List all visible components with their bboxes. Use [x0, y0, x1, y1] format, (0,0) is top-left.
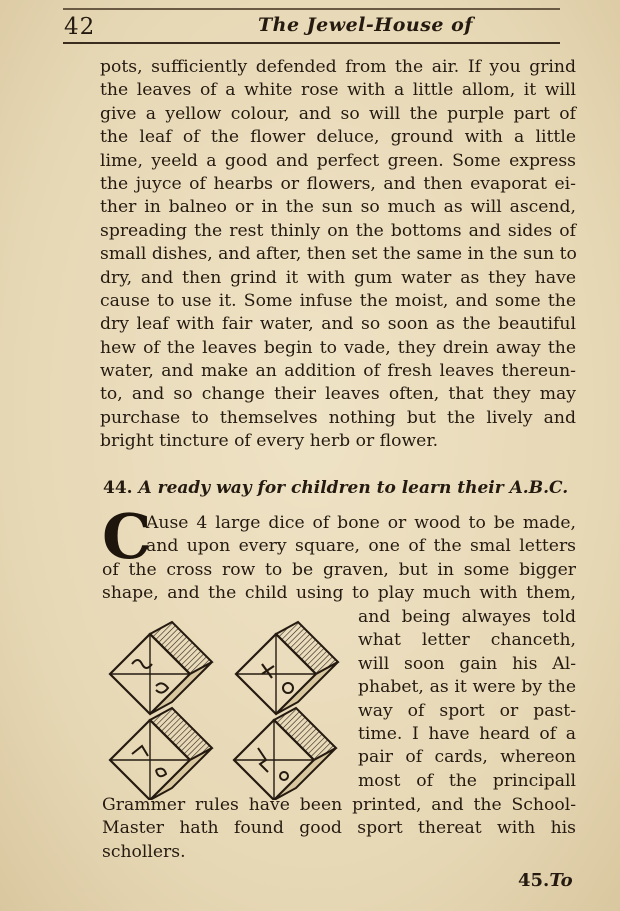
text-line: bright tincture of every herb or flower.: [100, 431, 439, 452]
die-top-left: [110, 622, 212, 714]
text-line: Grammer rules have been printed, and the School-: [102, 795, 576, 815]
catchword-number: 45.: [518, 870, 550, 891]
text-line: will soon gain his Al-: [358, 653, 576, 674]
text-line: what letter chanceth,: [358, 630, 576, 651]
text-line: purchase to themselves nothing but the lively and: [100, 407, 576, 428]
text-line: the juyce of hearbs or flowers, and then evaporat ei-: [100, 173, 576, 194]
text-line: dry, and then grind it with gum water as they have: [100, 267, 576, 288]
running-title: The Jewel-House of: [258, 14, 473, 36]
closing-lines: [102, 794, 576, 864]
text-line: hew of the leaves begin to vade, they drein away the: [100, 337, 576, 358]
section-number: 44.: [103, 478, 133, 498]
header-rule: [63, 42, 560, 44]
dice-illustration: [104, 612, 354, 800]
section-title: A ready way for children to learn their A.B.C.: [138, 478, 569, 498]
text-line: Master hath found good sport thereat with his: [102, 818, 576, 839]
text-line: most of the principall: [358, 770, 576, 791]
text-line: of the cross row to be graven, but in some bigger: [102, 559, 576, 580]
catchword: [518, 870, 573, 891]
text-line: schollers.: [102, 841, 186, 862]
text-line: to, and so change their leaves often, that they may: [100, 384, 576, 405]
die-bottom-left: [110, 708, 212, 800]
text-line: shape, and the child using to play much with them,: [102, 583, 576, 604]
die-top-right: [236, 622, 338, 714]
text-line: and upon every square, one of the smal letters: [146, 536, 576, 557]
text-line: the leaves of a white rose with a little allom, it will: [100, 80, 576, 101]
text-line: the leaf of the flower deluce, ground with a little: [100, 127, 576, 148]
text-line: lime, yeeld a good and perfect green. Some express: [100, 150, 576, 171]
text-line: cause to use it. Some infuse the moist, and some the: [100, 290, 576, 311]
body-paragraph: [100, 56, 576, 454]
text-line: and being alwayes told: [358, 607, 576, 627]
section-opening-lines: [102, 512, 576, 606]
wrapped-text: [358, 606, 576, 793]
text-line: Ause 4 large dice of bone or wood to be made,: [146, 513, 576, 533]
text-line: time. I have heard of a: [358, 723, 576, 744]
text-line: small dishes, and after, then set the same in the sun to: [100, 244, 577, 265]
die-bottom-right: [234, 708, 336, 800]
top-rule: [63, 8, 560, 10]
text-line: spreading the rest thinly on the bottoms and sides of: [100, 220, 576, 241]
text-line: water, and make an addition of fresh leaves thereun-: [100, 361, 576, 382]
section-heading: [103, 478, 569, 498]
text-line: way of sport or past-: [358, 700, 576, 721]
page-number: 42: [64, 14, 96, 40]
catchword-word: To: [549, 870, 573, 891]
drop-cap: C: [102, 500, 152, 573]
text-line: pots, sufficiently defended from the air. If you grind: [100, 57, 576, 77]
text-line: pair of cards, whereon: [358, 747, 576, 768]
text-line: dry leaf with fair water, and so soon as the beautiful: [100, 314, 576, 335]
text-line: phabet, as it were by the: [358, 677, 576, 698]
text-line: ther in balneo or in the sun so much as will ascend,: [100, 197, 576, 218]
text-line: give a yellow colour, and so will the purple part of: [100, 103, 576, 124]
